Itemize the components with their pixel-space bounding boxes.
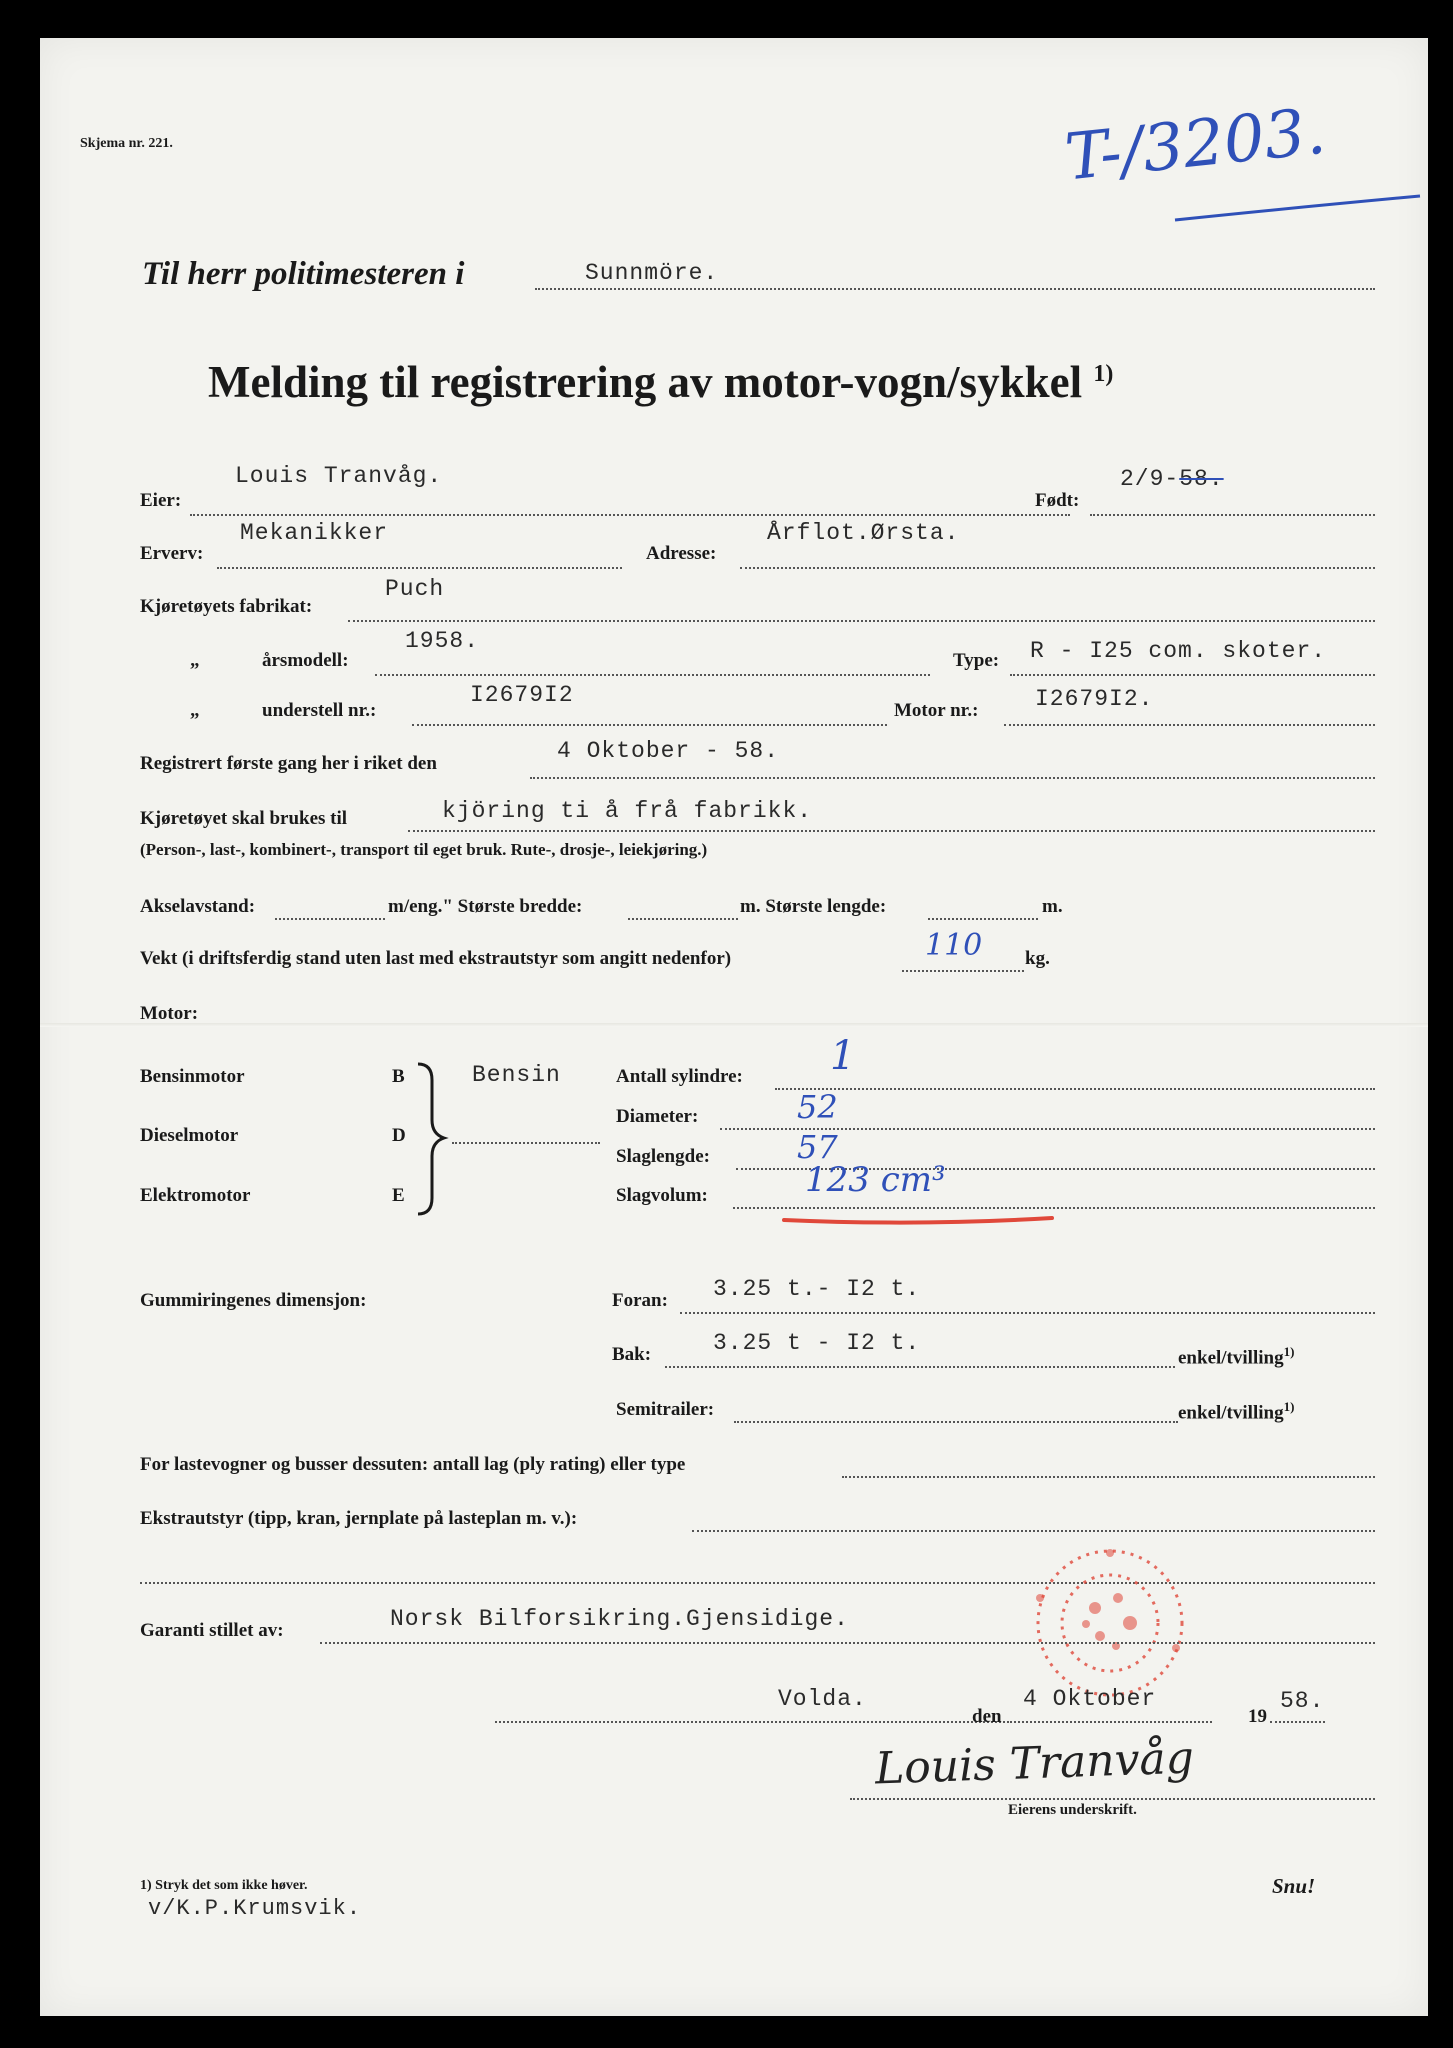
stroke-value: 57 (797, 1128, 838, 1166)
bore-value: 52 (797, 1088, 838, 1126)
motor-type-petrol: Bensinmotor (140, 1066, 245, 1087)
chassis-number-label: understell nr.: (262, 700, 377, 721)
occupation-label: Erverv: (140, 543, 204, 564)
make-line (348, 620, 1375, 622)
weight-label: Vekt (i driftsferdig stand uten last med ekstrautstyr som angitt nedenfor) (140, 948, 732, 969)
type-label: Type: (953, 650, 1000, 671)
signature-caption: Eierens underskrift. (1008, 1802, 1137, 1818)
stroke-label: Slaglengde: (616, 1146, 710, 1167)
year-line (1270, 1721, 1325, 1723)
year-prefix: 19 (1248, 1706, 1267, 1727)
model-year-value: 1958. (405, 628, 480, 654)
displacement-value: 123 cm³ (805, 1160, 946, 1200)
owner-label: Eier: (140, 490, 182, 511)
motor-code-diesel: D (392, 1125, 406, 1146)
form-title: Melding til registrering av motor-vogn/sykkel $^{1)}$ (208, 357, 1114, 407)
owner-line (190, 514, 1070, 516)
engine-number-label: Motor nr.: (894, 700, 979, 721)
displacement-line (733, 1207, 1375, 1209)
first-registered-line (530, 777, 1375, 779)
usage-line (408, 830, 1375, 832)
length-unit: m. (1042, 896, 1063, 917)
motor-type-diesel: Dieselmotor (140, 1125, 239, 1146)
rear-tyre-line (665, 1366, 1175, 1368)
front-tyre-label: Foran: (612, 1290, 668, 1311)
weight-line (902, 970, 1024, 972)
addressee-label: Til herr politimesteren i (142, 256, 465, 292)
guarantee-line (320, 1642, 1375, 1644)
type-value: R - I25 com. skoter. (1030, 638, 1327, 664)
reference-underline (1170, 188, 1430, 228)
engine-number-line (1004, 724, 1375, 726)
length-label: m. Største lengde: (740, 896, 887, 917)
usage-label: Kjøretøyet skal brukes til (140, 808, 348, 829)
usage-value: kjöring ti å frå fabrikk. (442, 798, 813, 824)
first-registered-value: 4 Oktober - 58. (557, 738, 780, 764)
tyre-dimension-label: Gummiringenes dimensjon: (140, 1290, 367, 1311)
wheelbase-label: Akselavstand: (140, 896, 256, 917)
date-value: 4 Oktober (1023, 1686, 1157, 1712)
width-label: m/eng." Største bredde: (388, 896, 583, 917)
birth-line (1090, 514, 1375, 516)
wheelbase-line (275, 918, 385, 920)
displacement-label: Slagvolum: (616, 1185, 708, 1206)
motor-type-value: Bensin (472, 1062, 561, 1088)
first-registered-label: Registrert første gang her i riket den (140, 753, 437, 774)
guarantee-value: Norsk Bilforsikring.Gjensidige. (390, 1606, 849, 1632)
chassis-number-value: I2679I2 (470, 682, 574, 708)
weight-unit: kg. (1025, 948, 1050, 969)
owner-value: Louis Tranvåg. (235, 463, 443, 489)
model-year-label: årsmodell: (262, 650, 349, 671)
date-line (1007, 1721, 1212, 1723)
rear-tyre-value: 3.25 t - I2 t. (713, 1330, 921, 1356)
semitrailer-label: Semitrailer: (616, 1399, 715, 1420)
turn-over-note: Snu! (1272, 1874, 1316, 1898)
bore-label: Diameter: (616, 1106, 699, 1127)
ply-rating-label: For lastevogner og busser dessuten: antall lag (ply rating) eller type (140, 1454, 686, 1475)
footer-typed-note: v/K.P.Krumsvik. (148, 1896, 362, 1921)
motor-type-electric: Elektromotor (140, 1185, 251, 1206)
motor-type-brace (414, 1060, 454, 1220)
rear-single-twin: enkel/tvilling$^{1)}$ (1178, 1344, 1295, 1369)
motor-type-line (452, 1142, 600, 1144)
make-label: Kjøretøyets fabrikat: (140, 596, 313, 617)
form-sheet (40, 38, 1428, 2016)
paper-fold (40, 1023, 1428, 1027)
date-den-label: den (972, 1706, 1002, 1727)
semitrailer-single-twin: enkel/tvilling$^{1)}$ (1178, 1399, 1295, 1424)
ditto-mark-2: „ (190, 700, 200, 721)
guarantee-label: Garanti stillet av: (140, 1620, 284, 1641)
width-line (628, 918, 738, 920)
motor-code-petrol: B (392, 1066, 405, 1087)
address-value: Årflot.Ørsta. (767, 520, 960, 546)
address-label: Adresse: (646, 543, 717, 564)
model-year-line (375, 674, 930, 676)
footnote: 1) Stryk det som ikke høver. (140, 1878, 308, 1893)
birth-value: 2/9-58. (1120, 466, 1224, 492)
birth-label: Født: (1035, 490, 1080, 511)
make-value: Puch (385, 576, 445, 602)
year-value: 58. (1280, 1688, 1325, 1714)
ply-rating-line (842, 1476, 1375, 1478)
usage-note: (Person-, last-, kombinert-, transport til eget bruk. Rute-, drosje-, leiekjøring.) (140, 840, 708, 859)
chassis-number-line (412, 724, 887, 726)
semitrailer-line (734, 1421, 1178, 1423)
length-line (928, 918, 1038, 920)
weight-value: 110 (925, 928, 983, 963)
type-line (1010, 674, 1375, 676)
occupation-line (217, 567, 622, 569)
front-tyre-line (680, 1312, 1375, 1314)
place-line (495, 1721, 1005, 1723)
place-value: Volda. (778, 1686, 867, 1712)
extra-equipment-label: Ekstrautstyr (tipp, kran, jernplate på lasteplan m. v.): (140, 1508, 578, 1529)
engine-section-label: Motor: (140, 1003, 199, 1024)
occupation-value: Mekanikker (240, 520, 389, 546)
cylinders-label: Antall sylindre: (616, 1066, 743, 1087)
rear-tyre-label: Bak: (612, 1344, 652, 1365)
reference-number-handwritten: T-/3203. (1061, 94, 1329, 196)
ditto-mark-1: „ (190, 650, 200, 671)
engine-number-value: I2679I2. (1035, 686, 1154, 712)
cylinders-value: 1 (830, 1033, 856, 1079)
cylinders-line (775, 1088, 1375, 1090)
addressee-value: Sunnmöre. (585, 260, 719, 286)
displacement-underline-red (780, 1210, 1060, 1230)
schema-number: Skjema nr. 221. (80, 136, 173, 151)
address-line (740, 567, 1375, 569)
signature-line (850, 1798, 1375, 1800)
front-tyre-value: 3.25 t.- I2 t. (713, 1276, 921, 1302)
motor-code-electric: E (392, 1185, 405, 1206)
owner-signature: Louis Tranvåg (874, 1732, 1195, 1795)
addressee-line (535, 288, 1375, 290)
